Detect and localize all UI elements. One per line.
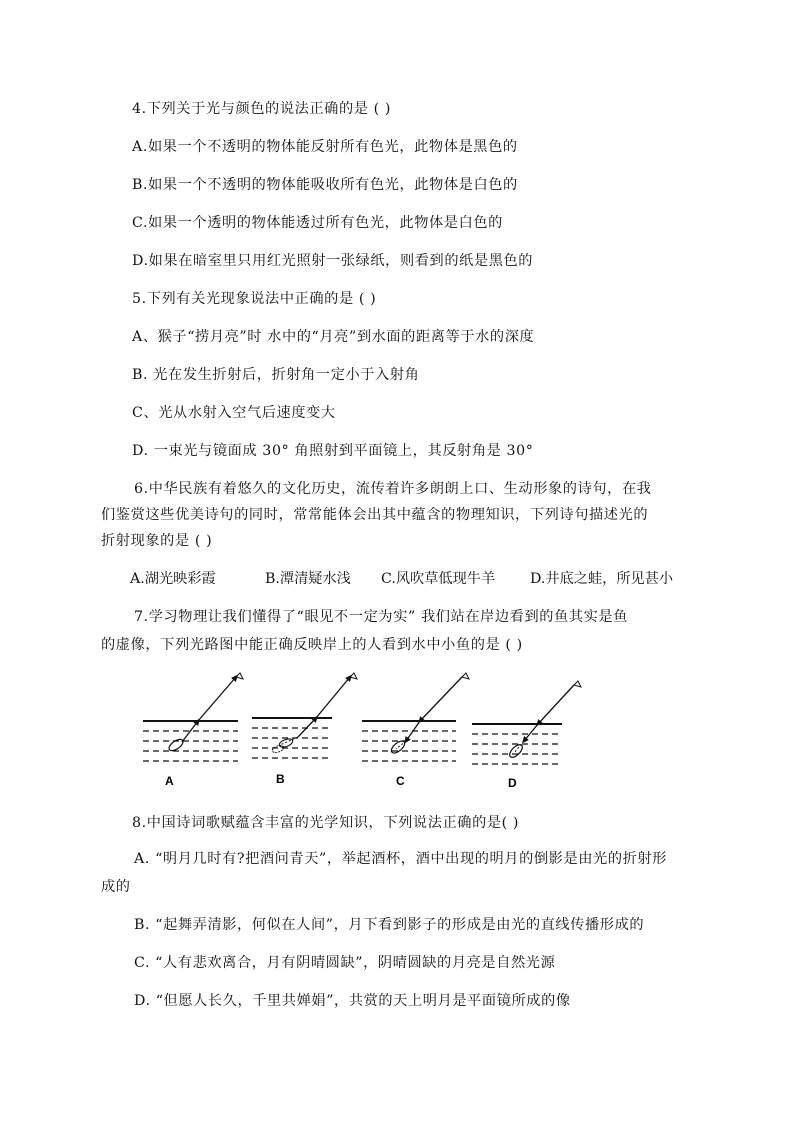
q5-option-d: D. 一束光与镜面成 30° 角照射到平面镜上，其反射角是 30° <box>132 443 534 459</box>
q8-option-b: B. “起舞弄清影，何似在人间”，月下看到影子的形成是由光的直线传播形成的 <box>134 917 645 933</box>
q6-stem-line-3: 折射现象的是 ( ) <box>101 533 213 549</box>
diagram-d <box>472 681 581 790</box>
q8-option-d: D. “但愿人长久，千里共婵娟”，共赏的天上明月是平面镜所成的像 <box>134 993 571 1009</box>
diagram-b <box>252 673 357 786</box>
q6-option-c: C.风吹草低现牛羊 <box>381 571 496 587</box>
q8-option-c: C. “人有悲欢离合，月有阴晴圆缺”，阴晴圆缺的月亮是自然光源 <box>134 955 556 971</box>
diagram-d-label: D <box>508 776 517 790</box>
q4-stem: 4.下列关于光与颜色的说法正确的是 ( ) <box>132 101 392 117</box>
q4-option-c: C.如果一个透明的物体能透过所有色光，此物体是白色的 <box>132 215 503 231</box>
q6-option-b: B.潭清疑水浅 <box>265 571 351 587</box>
q6-option-a: A.湖光映彩霞 <box>130 571 216 587</box>
q8-option-a: A. “明月几时有?把酒问青天”，举起酒杯，酒中出现的明月的倒影是由光的折射形 <box>134 851 667 867</box>
q6-option-d: D.井底之蛙，所见甚小 <box>530 571 674 587</box>
diagram-a <box>143 673 243 788</box>
q5-stem: 5.下列有关光现象说法中正确的是 ( ) <box>132 291 377 307</box>
q7-stem-line-2: 的虚像，下列光路图中能正确反映岸上的人看到水中小鱼的是 ( ) <box>101 637 523 653</box>
diagram-b-label: B <box>276 772 285 786</box>
q8-option-a-cont: 成的 <box>101 879 131 895</box>
q4-option-d: D.如果在暗室里只用红光照射一张绿纸，则看到的纸是黑色的 <box>132 253 534 269</box>
q5-option-c: C、光从水射入空气后速度变大 <box>132 405 336 421</box>
q5-option-b: B. 光在发生折射后，折射角一定小于入射角 <box>132 367 420 383</box>
q6-stem-line-1: 6.中华民族有着悠久的文化历史，流传着许多朗朗上口、生动形象的诗句，在我 <box>134 481 652 497</box>
q8-stem: 8.中国诗词歌赋蕴含丰富的光学知识，下列说法正确的是( ) <box>132 815 520 831</box>
diagram-a-label: A <box>165 774 174 788</box>
q4-option-a: A.如果一个不透明的物体能反射所有色光，此物体是黑色的 <box>132 139 518 155</box>
q5-option-a: A、猴子“捞月亮”时 水中的“月亮”到水面的距离等于水的深度 <box>132 329 535 345</box>
q7-stem-line-1: 7.学习物理让我们懂得了“眼见不一定为实” 我们站在岸边看到的鱼其实是鱼 <box>134 609 628 625</box>
q4-option-b: B.如果一个不透明的物体能吸收所有色光，此物体是白色的 <box>132 177 518 193</box>
diagram-c <box>362 673 469 788</box>
q6-stem-line-2: 们鉴赏这些优美诗句的同时，常常能体会出其中蕴含的物理知识，下列诗句描述光的 <box>101 507 649 523</box>
q6-options-row <box>0 568 793 588</box>
diagram-c-label: C <box>396 774 405 788</box>
q7-ray-diagrams <box>140 665 600 795</box>
